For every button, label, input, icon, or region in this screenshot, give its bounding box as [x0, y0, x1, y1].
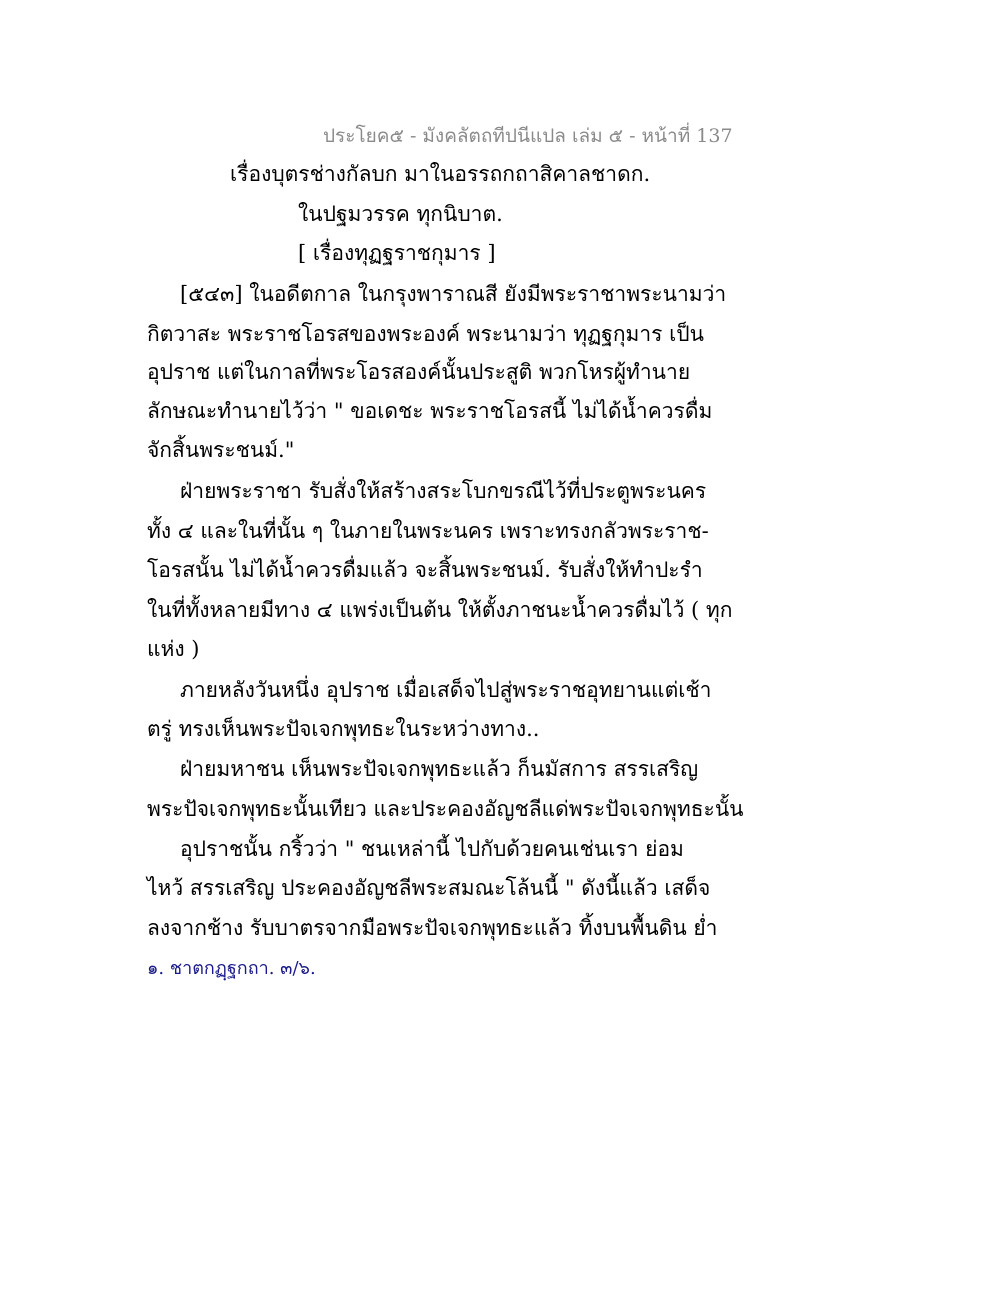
body-line: โอรสนั้น ไม่ได้น้ำควรดื่มแล้ว จะสิ้นพระชนม์. รับสั่งให้ทำปะรำ	[147, 558, 703, 582]
body-line: อุปราช แต่ในกาลที่พระโอรสองค์นั้นประสูติ พวกโหรผู้ทำนาย	[147, 360, 691, 384]
body-line: ไหว้ สรรเสริญ ประคองอัญชลีพระสมณะโล้นนี้ " ดังนี้แล้ว เสด็จ	[147, 876, 711, 900]
body-line: ตรู่ ทรงเห็นพระปัจเจกพุทธะในระหว่างทาง..	[147, 717, 540, 741]
body-line: ฝ่ายพระราชา รับสั่งให้สร้างสระโบกขรณีไว้ที่ประตูพระนคร	[180, 479, 707, 503]
body-line: พระปัจเจกพุทธะนั้นเทียว และประคองอัญชลีแด่พระปัจเจกพุทธะนั้น	[147, 797, 744, 821]
body-line: จักสิ้นพระชนม์."	[147, 438, 295, 462]
body-line: ทั้ง ๔ และในที่นั้น ๆ ในภายในพระนคร เพราะทรงกลัวพระราช-	[147, 519, 709, 543]
body-line: ฝ่ายมหาชน เห็นพระปัจเจกพุทธะแล้ว ก็นมัสการ สรรเสริญ	[180, 757, 699, 781]
title-line-1: เรื่องบุตรช่างกัลบก มาในอรรถกถาสิคาลชาดก.	[230, 162, 651, 186]
body-line: ภายหลังวันหนึ่ง อุปราช เมื่อเสด็จไปสู่พระราชอุทยานแต่เช้า	[180, 678, 712, 702]
footnote: ๑. ชาตกฏฺฐกถา. ๓/๖.	[147, 958, 316, 979]
body-line: อุปราชนั้น กริ้วว่า " ชนเหล่านี้ ไปกับด้วยคนเช่นเรา ย่อม	[180, 837, 684, 861]
title-line-2: ในปฐมวรรค ทุกนิบาต.	[298, 202, 503, 226]
body-line: [๕๔๓] ในอดีตกาล ในกรุงพาราณสี ยังมีพระราชาพระนามว่า	[180, 282, 727, 306]
page-header: ประโยค๕ - มังคลัตถทีปนีแปล เล่ม ๕ - หน้าที่ 137	[323, 125, 733, 147]
body-line: ลงจากช้าง รับบาตรจากมือพระปัจเจกพุทธะแล้ว ทิ้งบนพื้นดิน ย่ำ	[147, 916, 718, 940]
body-line: แห่ง )	[147, 637, 200, 661]
body-line: ลักษณะทำนายไว้ว่า " ขอเดชะ พระราชโอรสนี้ ไม่ได้น้ำควรดื่ม	[147, 399, 713, 423]
title-line-3: [ เรื่องทุฏฐราชกุมาร ]	[298, 241, 496, 265]
body-line: กิตวาสะ พระราชโอรสของพระองค์ พระนามว่า ทุฏฐกุมาร เป็น	[147, 322, 704, 346]
body-line: ในที่ทั้งหลายมีทาง ๔ แพร่งเป็นต้น ให้ตั้งภาชนะน้ำควรดื่มไว้ ( ทุก	[147, 598, 733, 622]
